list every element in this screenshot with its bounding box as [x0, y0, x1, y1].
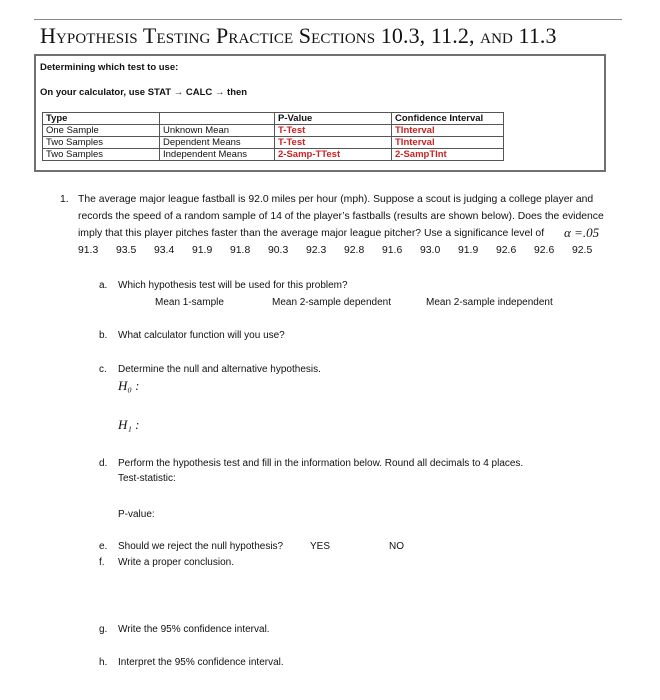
part-c-text: Determine the null and alternative hypothesis. — [118, 364, 321, 375]
p-value-label: P-value: — [118, 509, 155, 520]
test-statistic-label: Test-statistic: — [118, 473, 176, 484]
data-value: 92.5 — [572, 245, 593, 256]
data-value: 91.9 — [192, 245, 213, 256]
box-instruction: On your calculator, use STAT → CALC → then — [40, 87, 248, 98]
question-line-1: The average major league fastball is 92.0 miles per hour (mph). Suppose a scout is judging a college player and — [78, 194, 594, 205]
cell-pvalue: T-Test — [275, 125, 392, 137]
part-e-text: Should we reject the null hypothesis? — [118, 541, 284, 552]
header-pvalue: P-Value — [275, 113, 392, 125]
alternative-hypothesis: H₁ : — [118, 417, 140, 432]
null-hypothesis: H₀ : — [118, 378, 140, 393]
part-h-text: Interpret the 95% confidence interval. — [118, 657, 284, 668]
question-number: 1. — [60, 194, 69, 205]
header-type: Type — [43, 113, 160, 125]
part-e-label: e. — [99, 541, 108, 552]
part-g-text: Write the 95% confidence interval. — [118, 624, 270, 635]
data-values — [78, 243, 602, 260]
cell-type: Two Samples — [43, 137, 160, 149]
table-row — [43, 137, 504, 149]
cell-type: One Sample — [43, 125, 160, 137]
cell-ci: TInterval — [392, 125, 504, 137]
part-c-label: c. — [99, 364, 107, 375]
table-row — [43, 125, 504, 137]
option-mean-1-sample: Mean 1-sample — [155, 297, 224, 308]
question-line-3: imply that this player pitches faster than the average major league pitcher? Use a significance level of — [78, 228, 545, 239]
alpha-level: α =.05 — [564, 225, 600, 240]
data-value: 91.9 — [458, 245, 479, 256]
header-ci: Confidence Interval — [392, 113, 504, 125]
question-line-2: records the speed of a random sample of 14 of the player’s fastballs (results are shown below). Does the evidence — [78, 211, 604, 222]
table-row — [43, 149, 504, 161]
option-mean-2-sample-dependent: Mean 2-sample dependent — [272, 297, 391, 308]
data-value: 92.3 — [306, 245, 327, 256]
header-blank — [160, 113, 275, 125]
page-title: Hypothesis Testing Practice Sections 10.3, 11.2, and 11.3 — [40, 23, 557, 48]
part-b-text: What calculator function will you use? — [118, 330, 285, 341]
cell-pvalue: 2-Samp-TTest — [275, 149, 392, 161]
top-rule — [34, 19, 622, 20]
cell-pvalue: T-Test — [275, 137, 392, 149]
test-table — [42, 112, 504, 161]
data-value: 92.8 — [344, 245, 365, 256]
data-value: 91.6 — [382, 245, 403, 256]
part-f-label: f. — [99, 557, 105, 568]
part-a-text: Which hypothesis test will be used for this problem? — [118, 280, 348, 291]
data-value: 91.8 — [230, 245, 251, 256]
cell-means: Unknown Mean — [160, 125, 275, 137]
data-value: 93.0 — [420, 245, 441, 256]
data-value: 90.3 — [268, 245, 289, 256]
data-value: 93.4 — [154, 245, 175, 256]
data-value: 92.6 — [496, 245, 517, 256]
part-d-label: d. — [99, 458, 108, 469]
cell-type: Two Samples — [43, 149, 160, 161]
cell-ci: 2-SampTInt — [392, 149, 504, 161]
table-header-row — [43, 113, 504, 125]
box-heading: Determining which test to use: — [40, 62, 179, 73]
data-value: 92.6 — [534, 245, 555, 256]
cell-means: Dependent Means — [160, 137, 275, 149]
cell-ci: TInterval — [392, 137, 504, 149]
option-mean-2-sample-independent: Mean 2-sample independent — [426, 297, 553, 308]
part-h-label: h. — [99, 657, 108, 668]
part-b-label: b. — [99, 330, 108, 341]
cell-means: Independent Means — [160, 149, 275, 161]
part-f-text: Write a proper conclusion. — [118, 557, 234, 568]
answer-no: NO — [389, 541, 404, 552]
part-d-text: Perform the hypothesis test and fill in the information below. Round all decimals to 4 places. — [118, 458, 524, 469]
part-g-label: g. — [99, 624, 108, 635]
answer-yes: YES — [310, 541, 331, 552]
part-a-label: a. — [99, 280, 108, 291]
data-value: 91.3 — [78, 245, 99, 256]
data-value: 93.5 — [116, 245, 137, 256]
